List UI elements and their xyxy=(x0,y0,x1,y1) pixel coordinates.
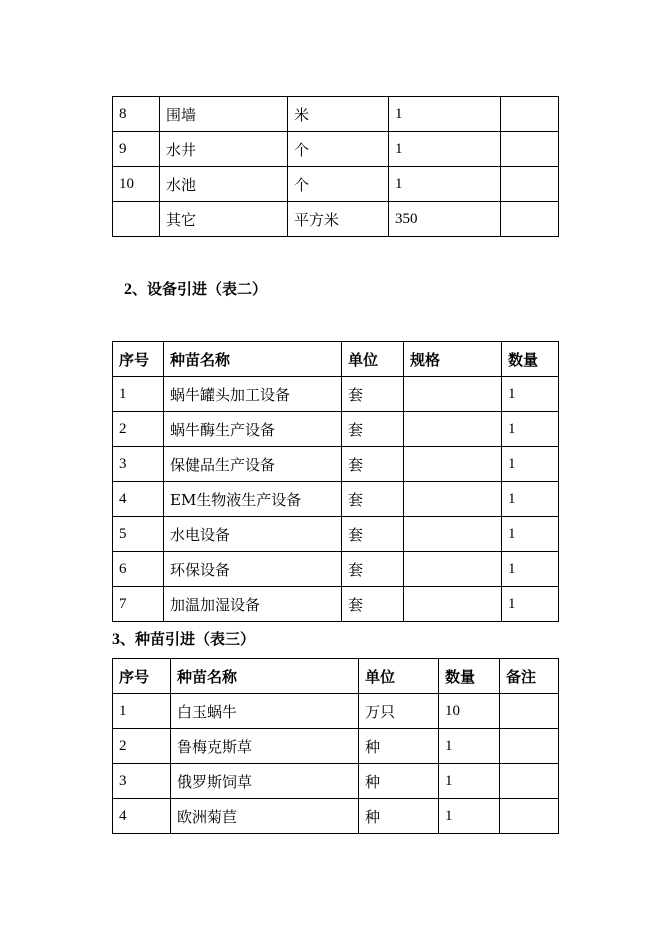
cell-qty: 350 xyxy=(389,202,501,237)
cell-name: 保健品生产设备 xyxy=(164,447,342,482)
cell-qty: 1 xyxy=(502,482,559,517)
cell-spec xyxy=(404,447,502,482)
cell-no: 2 xyxy=(113,412,164,447)
table-row xyxy=(113,587,559,622)
equipment-table xyxy=(112,341,559,622)
cell-no: 3 xyxy=(113,764,171,799)
header-note: 备注 xyxy=(500,659,559,694)
cell-unit: 套 xyxy=(342,412,404,447)
cell-spec xyxy=(404,482,502,517)
header-spec: 规格 xyxy=(404,342,502,377)
table-header-row xyxy=(113,342,559,377)
table-row xyxy=(113,764,559,799)
cell-unit: 个 xyxy=(288,167,389,202)
cell-no: 2 xyxy=(113,729,171,764)
cell-no: 4 xyxy=(113,482,164,517)
cell-unit: 万只 xyxy=(359,694,439,729)
cell-note xyxy=(500,764,559,799)
cell-name: 水池 xyxy=(160,167,288,202)
table-row xyxy=(113,799,559,834)
cell-name: 蜗牛罐头加工设备 xyxy=(164,377,342,412)
cell-qty: 1 xyxy=(502,552,559,587)
cell-qty: 1 xyxy=(389,132,501,167)
cell-qty: 1 xyxy=(502,587,559,622)
table-row xyxy=(113,729,559,764)
cell-qty: 1 xyxy=(502,377,559,412)
cell-qty: 1 xyxy=(389,167,501,202)
cell-name: 蜗牛酶生产设备 xyxy=(164,412,342,447)
table-row xyxy=(113,202,559,237)
cell-note xyxy=(500,799,559,834)
section-heading-equipment xyxy=(124,278,267,299)
cell-name: 围墙 xyxy=(160,97,288,132)
cell-unit: 套 xyxy=(342,377,404,412)
table-row xyxy=(113,447,559,482)
cell-name: 白玉蜗牛 xyxy=(171,694,359,729)
header-name: 种苗名称 xyxy=(171,659,359,694)
cell-name: 环保设备 xyxy=(164,552,342,587)
table-row xyxy=(113,482,559,517)
table-row xyxy=(113,167,559,202)
cell-no: 4 xyxy=(113,799,171,834)
section-title: 、设备引进（表二） xyxy=(132,280,268,298)
cell-no: 9 xyxy=(113,132,160,167)
cell-qty: 1 xyxy=(439,799,500,834)
cell-note xyxy=(501,167,559,202)
header-unit: 单位 xyxy=(342,342,404,377)
table-row xyxy=(113,694,559,729)
cell-name: 水井 xyxy=(160,132,288,167)
cell-name: 鲁梅克斯草 xyxy=(171,729,359,764)
cell-no xyxy=(113,202,160,237)
cell-unit: 套 xyxy=(342,447,404,482)
cell-name: 俄罗斯饲草 xyxy=(171,764,359,799)
cell-note xyxy=(500,729,559,764)
facilities-table xyxy=(112,96,559,237)
section-number: 3 xyxy=(112,631,120,648)
header-name: 种苗名称 xyxy=(164,342,342,377)
cell-unit: 套 xyxy=(342,517,404,552)
table-row xyxy=(113,377,559,412)
cell-spec xyxy=(404,517,502,552)
cell-unit: 套 xyxy=(342,587,404,622)
cell-no: 10 xyxy=(113,167,160,202)
cell-name: EM生物液生产设备 xyxy=(164,482,342,517)
cell-qty: 1 xyxy=(502,517,559,552)
cell-note xyxy=(501,132,559,167)
table-row xyxy=(113,132,559,167)
cell-no: 5 xyxy=(113,517,164,552)
section-title: 、种苗引进（表三） xyxy=(120,630,256,648)
section-number: 2 xyxy=(124,281,132,298)
cell-no: 3 xyxy=(113,447,164,482)
cell-unit: 种 xyxy=(359,799,439,834)
header-no: 序号 xyxy=(113,659,171,694)
cell-qty: 1 xyxy=(389,97,501,132)
cell-qty: 1 xyxy=(439,729,500,764)
table-row xyxy=(113,517,559,552)
header-unit: 单位 xyxy=(359,659,439,694)
cell-note xyxy=(501,97,559,132)
cell-name: 其它 xyxy=(160,202,288,237)
cell-no: 6 xyxy=(113,552,164,587)
cell-unit: 套 xyxy=(342,482,404,517)
cell-name: 欧洲菊苣 xyxy=(171,799,359,834)
cell-unit: 米 xyxy=(288,97,389,132)
cell-unit: 个 xyxy=(288,132,389,167)
cell-unit: 种 xyxy=(359,729,439,764)
header-qty: 数量 xyxy=(439,659,500,694)
cell-note xyxy=(501,202,559,237)
section-heading-seedlings xyxy=(112,628,255,649)
cell-unit: 套 xyxy=(342,552,404,587)
cell-qty: 1 xyxy=(502,412,559,447)
table-row xyxy=(113,552,559,587)
cell-spec xyxy=(404,552,502,587)
cell-qty: 10 xyxy=(439,694,500,729)
cell-no: 7 xyxy=(113,587,164,622)
seedlings-table xyxy=(112,658,559,834)
table-row xyxy=(113,97,559,132)
cell-spec xyxy=(404,377,502,412)
cell-unit: 种 xyxy=(359,764,439,799)
table-header-row xyxy=(113,659,559,694)
cell-spec xyxy=(404,587,502,622)
cell-no: 1 xyxy=(113,694,171,729)
cell-spec xyxy=(404,412,502,447)
cell-qty: 1 xyxy=(502,447,559,482)
cell-no: 8 xyxy=(113,97,160,132)
cell-qty: 1 xyxy=(439,764,500,799)
cell-no: 1 xyxy=(113,377,164,412)
cell-note xyxy=(500,694,559,729)
cell-unit: 平方米 xyxy=(288,202,389,237)
cell-name: 加温加湿设备 xyxy=(164,587,342,622)
header-qty: 数量 xyxy=(502,342,559,377)
header-no: 序号 xyxy=(113,342,164,377)
table-row xyxy=(113,412,559,447)
cell-name: 水电设备 xyxy=(164,517,342,552)
